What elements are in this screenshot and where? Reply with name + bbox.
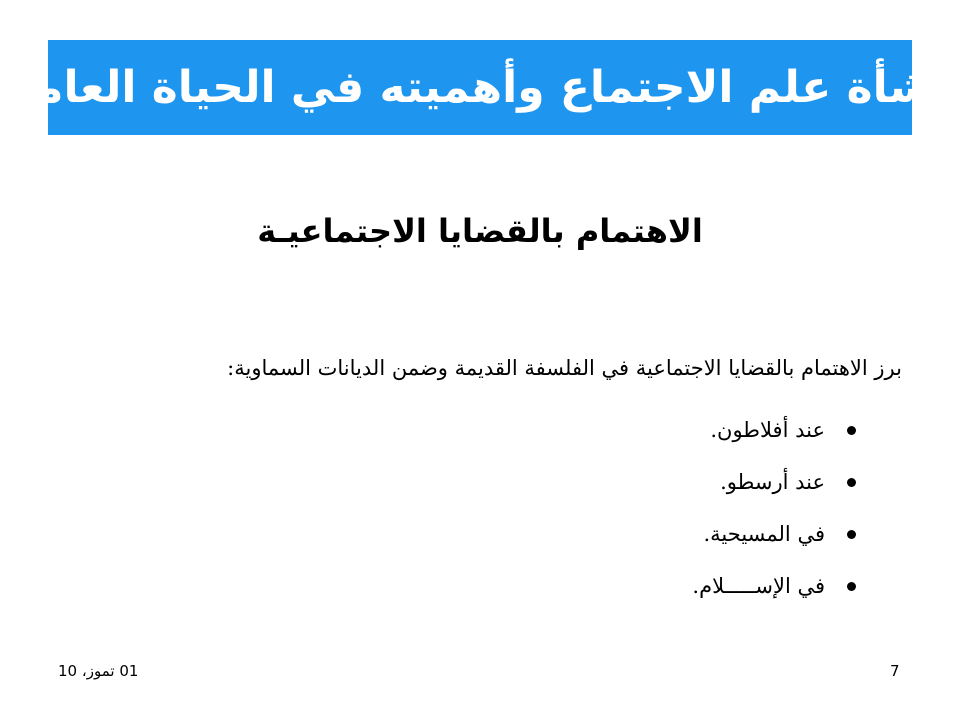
- page-number: 7: [890, 662, 900, 680]
- bullet-icon: [847, 582, 856, 591]
- bullet-text: في الإســـــلام.: [692, 574, 825, 598]
- list-item: [356, 560, 856, 612]
- bullet-icon: [847, 478, 856, 487]
- list-item: [356, 508, 856, 560]
- slide-title: نشأة علم الاجتماع وأهميته في الحياة العامة: [9, 62, 951, 113]
- bullet-text: عند أفلاطون.: [710, 418, 825, 442]
- bullet-icon: [847, 426, 856, 435]
- bullet-list: [356, 404, 856, 612]
- bullet-icon: [847, 530, 856, 539]
- slide-subtitle: الاهتمام بالقضايا الاجتماعيـة: [257, 212, 703, 250]
- bullet-text: في المسيحية.: [703, 522, 825, 546]
- title-bar: [9, 40, 951, 135]
- list-item: [356, 456, 856, 508]
- footer-date: 01 تموز، 10: [58, 662, 139, 680]
- list-item: [356, 404, 856, 456]
- bullet-text: عند أرسطو.: [720, 470, 825, 494]
- intro-text: برز الاهتمام بالقضايا الاجتماعية في الفلسفة القديمة وضمن الديانات السماوية:: [227, 356, 902, 380]
